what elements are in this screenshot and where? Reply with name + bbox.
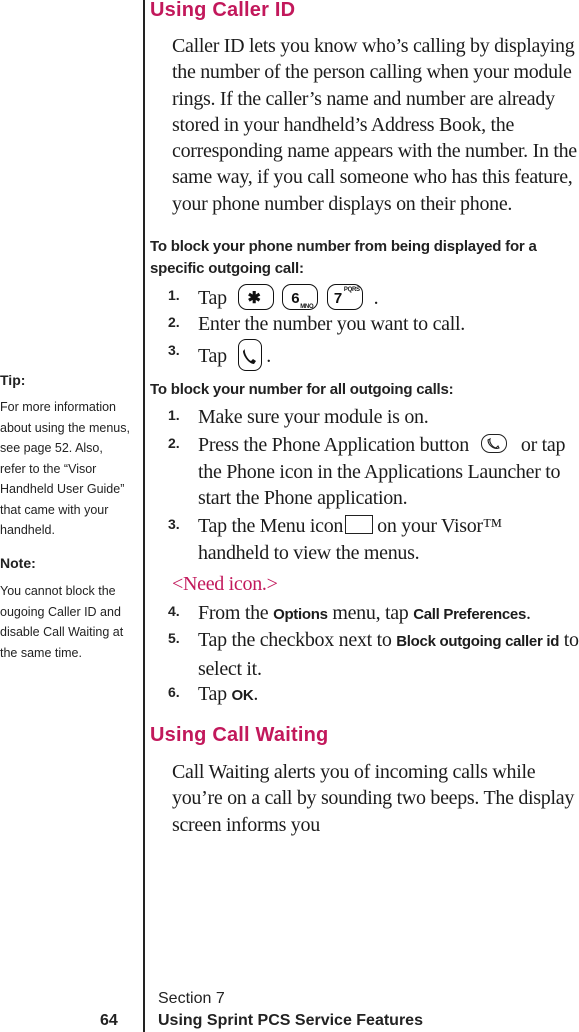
procedure1-step-3: 3. Tap .: [150, 339, 575, 369]
step-number: 5.: [168, 630, 180, 646]
step-text: Enter the number you want to call.: [198, 313, 465, 335]
procedure2-step-3: 3. Tap the Menu icon on your Visor™ handheld to view the menus.: [168, 515, 503, 564]
note-text: You cannot block the ougoing Caller ID and disable Call Waiting at the same time.: [0, 584, 124, 660]
procedure-heading-specific-call: To block your phone number from being displayed for a specific outgoing call:: [150, 238, 537, 277]
need-icon-placeholder: <Need icon.>: [172, 573, 278, 595]
menu-icon: [345, 515, 373, 534]
procedure2-step-1: [150, 404, 575, 432]
step-number: 6.: [168, 684, 180, 700]
step-text: Tap: [198, 287, 227, 309]
procedure1-step-1: 1. Tap ✱ 6 MNO 7 PQRS .: [150, 284, 575, 312]
section-title-caller-id: Using Caller ID: [150, 0, 296, 21]
procedure1-step-2: [150, 311, 575, 339]
ok-label: OK: [231, 687, 254, 704]
step-number: 1.: [168, 287, 180, 303]
step-number: 1.: [168, 407, 180, 423]
phone-key-icon: [238, 339, 262, 371]
footer-section-label: Section 7: [158, 990, 225, 1007]
block-outgoing-caller-id-label: Block outgoing caller id: [396, 633, 560, 650]
procedure-heading-all-calls: To block your number for all outgoing calls:: [150, 381, 454, 398]
step-text: Make sure your module is on.: [198, 406, 429, 428]
6-mno-key-icon: 6 MNO: [282, 284, 318, 310]
call-waiting-body: Call Waiting alerts you of incoming calls while you’re on a call by sounding two beeps. The display screen informs you: [172, 761, 575, 836]
step-text: Tap: [198, 345, 227, 367]
asterisk-key-icon: ✱: [238, 284, 274, 310]
section-title-call-waiting: Using Call Waiting: [150, 724, 329, 746]
options-menu-label: Options: [273, 606, 328, 623]
page-number: 64: [100, 1012, 118, 1029]
procedure2-step-6: 6. Tap OK.: [168, 683, 259, 705]
step-number: 3.: [168, 342, 180, 358]
phone-application-button-icon: [481, 434, 507, 453]
procedure2-step-2: 2. Press the Phone Application button or tap the Phone icon in the Applications Launcher to start the Phone application.: [168, 434, 566, 509]
caller-id-body: Caller ID lets you know who’s calling by displaying the number of the person calling when your module rings. If the caller’s name and number are already stored in your handheld’s Address Book, the corresponding name appears with the number. In the same way, if you call someone who has this feature, your phone number displays on their phone.: [172, 35, 577, 215]
step-number: 4.: [168, 603, 180, 619]
procedure2-step-5: 5. Tap the checkbox next to Block outgoing caller id to select it.: [168, 629, 579, 680]
step-number: 2.: [168, 435, 180, 451]
call-preferences-label: Call Preferences: [413, 606, 526, 623]
margin-rule: [143, 0, 145, 1032]
procedure2-step-4: 4. From the Options menu, tap Call Preferences.: [168, 602, 531, 624]
tip-heading: Tip:: [0, 372, 26, 388]
tip-text: For more information about using the menus, see page 52. Also, refer to the “Visor Handheld User Guide” that came with your handheld.: [0, 400, 130, 537]
7-pqrs-key-icon: 7 PQRS: [327, 284, 363, 310]
step-number: 2.: [168, 314, 180, 330]
footer-section-title: Using Sprint PCS Service Features: [158, 1012, 423, 1029]
step-number: 3.: [168, 516, 180, 532]
note-heading: Note:: [0, 555, 36, 571]
